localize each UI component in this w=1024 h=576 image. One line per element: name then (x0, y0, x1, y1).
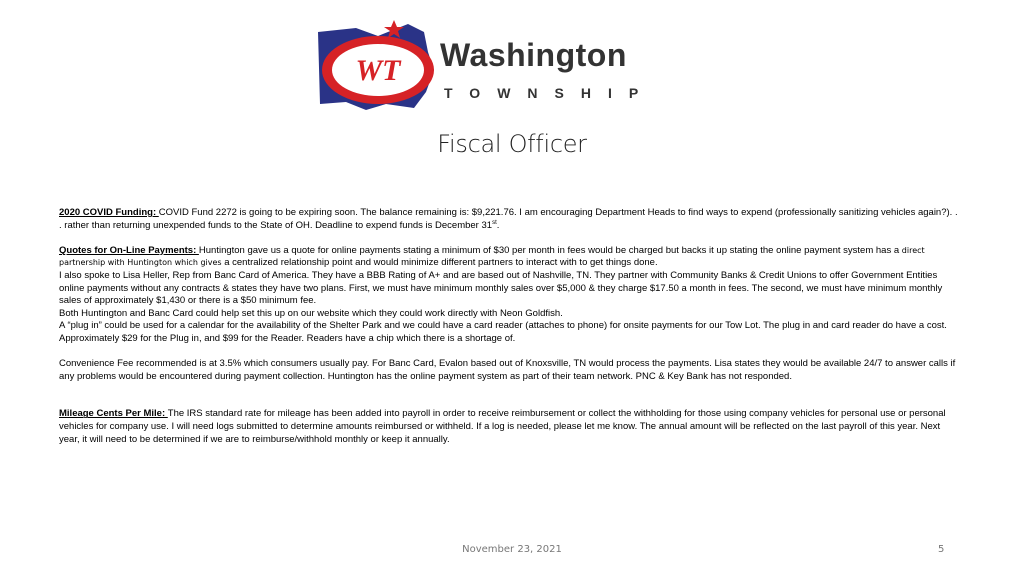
quotes-line4: A “plug in” could be used for a calendar for the availability of the Shelter Park and we could have a card reader (attaches to phone) for onsite payments for our Tow Lot. The plug in and card reader do have a cost. Approximately $29 for the Plug in, and $99 for the Reader. Readers have a chip which there is a shortage of. (59, 320, 947, 344)
covid-paragraph (59, 207, 959, 232)
covid-end: . (496, 219, 500, 231)
slide-body (59, 207, 959, 446)
page-number: 5 (938, 544, 945, 555)
quotes-text-small: direct partnership with Huntington which gives (59, 245, 925, 268)
convenience-paragraph: Convenience Fee recommended is at 3.5% which consumers usually pay. For Banc Card, Evalon based out of Knoxsville, TN would process the payments. Lisa states they would be available 24/7 to answer calls if any problems would be encountered during payment collection. Huntington has the online payment system as part of their team network. PNC & Key Bank has not responded. (59, 358, 956, 382)
washington-township-logo (316, 18, 670, 110)
quotes-line3: Both Huntington and Banc Card could help set this up on our website which they could work directly with Neon Goldfish. (59, 307, 563, 319)
quotes-line2: I also spoke to Lisa Heller, Rep from Banc Card of America. They have a BBB Rating of A+ and are based out of Nashville, TN. They partner with Community Banks & Credit Unions to offer Government Entities online payments without any contracts & states they have two plans. First, we must have minimum monthly sales over $5,000 & they charge $17.50 a month in fees. The second, we must have minimum monthly sales of approximately $1,430 or there is a $50 minimum fee. (59, 269, 943, 307)
covid-sup: st (492, 219, 497, 226)
covid-text: COVID Fund 2272 is going to be expiring soon. The balance remaining is: $9,221.76. I am encouraging Department Heads to find ways to expend (professionally sanitizing vehicles again?). . . rather than returning unexpended funds to the State of OH. Deadline to expend funds is December 31 (59, 207, 958, 231)
quotes-text1: Huntington gave us a quote for online payments stating a minimum of $30 per month in fees would be charged but backs it up stating the online payment system has a (198, 244, 902, 256)
quotes-heading: Quotes for On-Line Payments: (59, 244, 199, 256)
slide-title: Fiscal Officer (437, 130, 587, 158)
footer-date: November 23, 2021 (462, 544, 562, 555)
mileage-text: The IRS standard rate for mileage has been added into payroll in order to receive reimbursement or collect the withholding for those using company vehicles for personal use or personal vehicles for company use. I will need logs submitted to determine amounts reimbursed or withheld. If a log is needed, please let me know. The annual amount will be reflected on the last payroll of this year. Next year, it will need to be determined if we are to reimburse/withhold monthly or keep it annually. (59, 408, 946, 445)
logo-name: Washington (440, 37, 627, 73)
quotes-paragraph (59, 245, 959, 270)
logo-monogram: WT (355, 54, 401, 87)
mileage-heading: Mileage Cents Per Mile: (59, 408, 168, 420)
mileage-paragraph (59, 408, 959, 446)
logo-subname: TOWNSHIP (444, 85, 656, 101)
quotes-text2: a centralized relationship point and would minimize different partners to interact with to get things done. (221, 257, 658, 269)
covid-heading: 2020 COVID Funding: (59, 207, 159, 218)
